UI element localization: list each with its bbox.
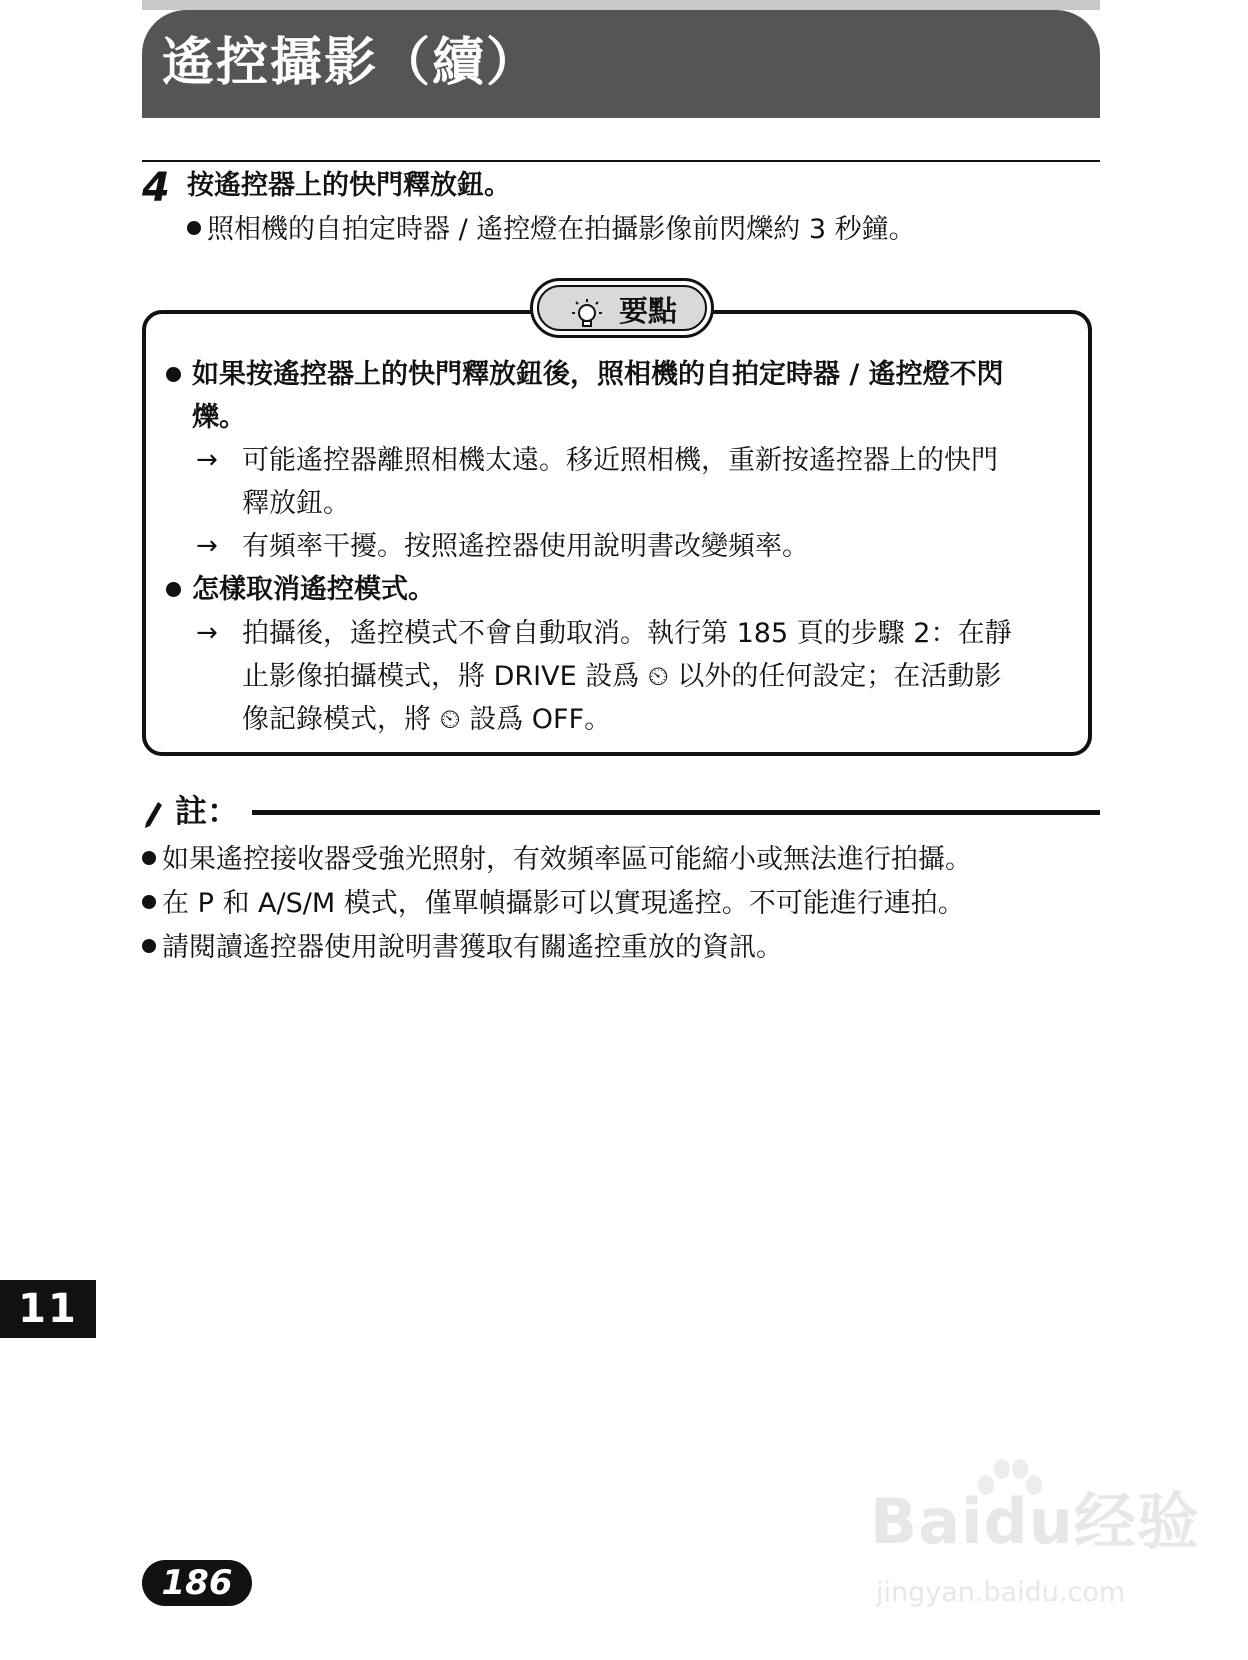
watermark [870, 1455, 1200, 1625]
step-number: 4 [142, 165, 170, 211]
arrow-icon: → [196, 531, 218, 561]
chapter-tab: 11 [0, 1280, 96, 1338]
tips-badge [530, 278, 714, 338]
note-label: 註： [175, 792, 240, 830]
note-divider [252, 810, 1100, 815]
tip-answer-1-line-1: 可能遙控器離照相機太遠。移近照相機，重新按遙控器上的快門 [242, 445, 998, 476]
tip-question-2-line-1: 怎樣取消遙控模式。 [192, 574, 435, 605]
bullet-icon [142, 895, 156, 909]
page-number: 186 [142, 1560, 252, 1606]
bullet-icon [166, 582, 181, 597]
section-divider [142, 160, 1100, 162]
note-item: 如果遙控接收器受強光照射，有效頻率區可能縮小或無法進行拍攝。 [142, 844, 972, 876]
step-detail: 照相機的自拍定時器 / 遙控燈在拍攝影像前閃爍約 3 秒鐘。 [187, 214, 916, 246]
arrow-icon: → [196, 445, 218, 475]
bullet-icon [142, 851, 156, 865]
lightbulb-icon [569, 296, 605, 332]
watermark-brand: Baidu经验 [870, 1485, 1200, 1558]
header-top-strip [142, 0, 1100, 10]
tip-answer-3-line-1: 拍攝後，遙控模式不會自動取消。執行第 185 頁的步驟 2：在靜 [242, 618, 1012, 649]
tip-answer-2-line-1: 有頻率干擾。按照遙控器使用說明書改變頻率。 [242, 531, 809, 562]
tips-label: 要點 [619, 294, 678, 328]
step-instruction: 按遙控器上的快門釋放鈕。 [187, 170, 511, 201]
tip-question-1-line-1: 如果按遙控器上的快門釋放鈕後，照相機的自拍定時器 / 遙控燈不閃 [192, 359, 1004, 390]
bullet-icon [187, 221, 201, 235]
tip-question-1-line-2: 爍。 [192, 402, 246, 433]
tip-answer-1-line-2: 釋放鈕。 [242, 488, 350, 519]
page-title: 遙控攝影（續） [162, 33, 541, 93]
tip-answer-3-line-3: 像記錄模式，將 ⏲ 設爲 OFF。 [242, 704, 612, 735]
note-item: 請閱讀遙控器使用說明書獲取有關遙控重放的資訊。 [142, 932, 783, 964]
bullet-icon [166, 367, 181, 382]
watermark-url: jingyan.baidu.com [876, 1577, 1126, 1608]
pencil-icon [142, 800, 164, 830]
arrow-icon: → [196, 618, 218, 648]
note-item: 在 P 和 A/S/M 模式，僅單幀攝影可以實現遙控。不可能進行連拍。 [142, 888, 965, 920]
bullet-icon [142, 939, 156, 953]
header-bar [142, 10, 1100, 118]
tip-answer-3-line-2: 止影像拍攝模式，將 DRIVE 設爲 ⏲ 以外的任何設定；在活動影 [242, 661, 1002, 692]
